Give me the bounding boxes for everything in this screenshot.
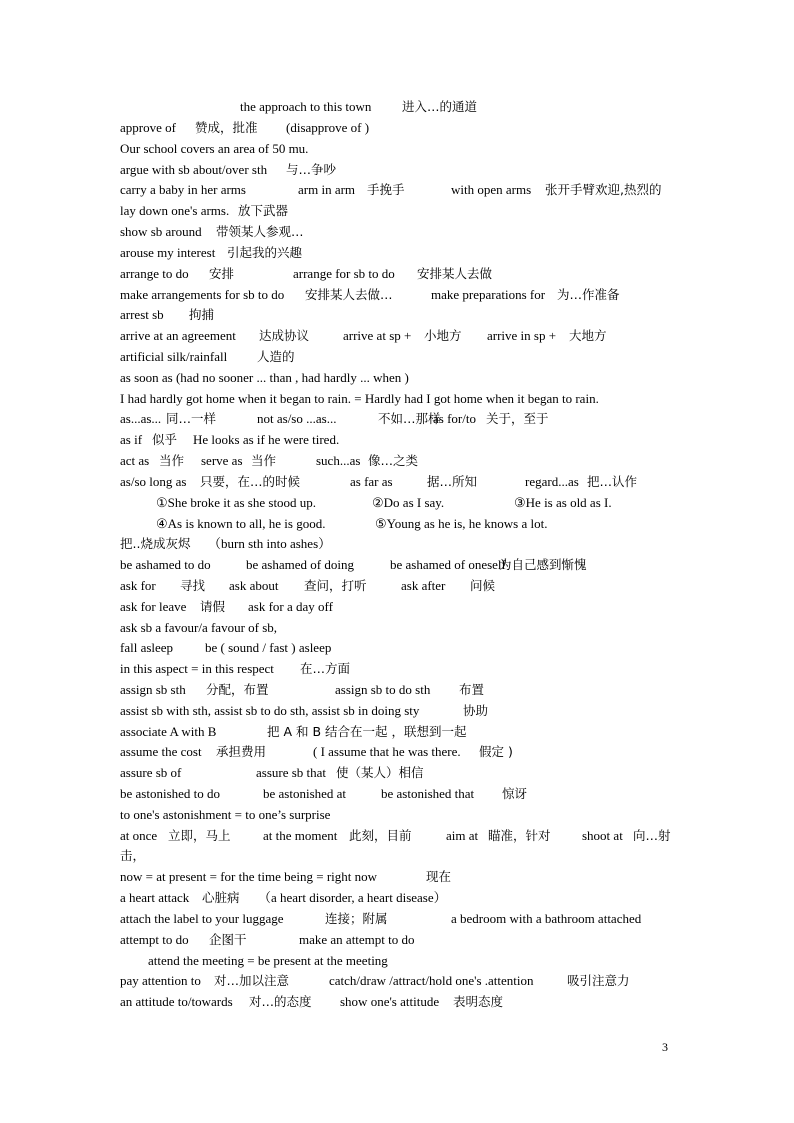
- english-phrase: assure sb that: [256, 765, 327, 780]
- english-phrase: lay down one's arms.: [120, 203, 230, 218]
- chinese-gloss: 放下武器: [238, 203, 289, 218]
- chinese-gloss: 使（某人）相信: [336, 765, 424, 780]
- chinese-gloss: 分配，布置: [206, 682, 269, 697]
- english-phrase: argue with sb about/over sth: [120, 162, 268, 177]
- english-phrase: arrive at an agreement: [120, 328, 236, 343]
- chinese-gloss: 现在: [426, 869, 452, 884]
- chinese-gloss: 手挽手: [367, 182, 405, 197]
- english-phrase: assign sb sth: [120, 682, 186, 697]
- english-phrase: ③He is as old as I.: [514, 495, 612, 510]
- chinese-gloss: 为自己感到惭愧: [499, 557, 587, 572]
- english-phrase: (disapprove of ): [286, 120, 370, 135]
- chinese-gloss: 查问，打听: [304, 578, 367, 593]
- chinese-gloss: 惊讶: [502, 786, 528, 801]
- chinese-gloss: 瞄准，针对: [488, 828, 551, 843]
- english-phrase: （a heart disorder, a heart disease）: [258, 890, 447, 905]
- english-phrase: He looks as if he were tired.: [193, 432, 340, 447]
- chinese-gloss: 此刻，目前: [349, 828, 412, 843]
- english-phrase: be astonished to do: [120, 786, 221, 801]
- chinese-gloss: 当作: [251, 453, 277, 468]
- chinese-gloss: 安排: [209, 266, 235, 281]
- chinese-gloss: 像…之类: [368, 453, 419, 468]
- chinese-gloss: 进入…的通道: [402, 99, 478, 114]
- page-number: 3: [662, 1040, 668, 1054]
- english-phrase: arrange for sb to do: [293, 266, 395, 281]
- chinese-gloss: 连接；附属: [325, 911, 388, 926]
- english-phrase: ask after: [401, 578, 446, 593]
- chinese-gloss: 请假: [200, 599, 226, 614]
- chinese-gloss: 引起我的兴趣: [227, 245, 303, 260]
- english-phrase: ask for a day off: [248, 599, 333, 614]
- english-phrase: as...as...: [120, 411, 162, 426]
- chinese-gloss: 协助: [463, 703, 489, 718]
- chinese-gloss: 大地方: [569, 328, 607, 343]
- english-phrase: be ashamed to do: [120, 557, 211, 572]
- english-phrase: at once: [120, 828, 158, 843]
- english-phrase: aim at: [446, 828, 479, 843]
- chinese-gloss: 似乎: [152, 432, 178, 447]
- chinese-gloss: 企图干: [209, 932, 247, 947]
- english-phrase: ask about: [229, 578, 279, 593]
- english-phrase: （burn sth into ashes）: [208, 536, 332, 551]
- english-phrase: associate A with B: [120, 724, 217, 739]
- english-phrase: I had hardly got home when it began to rain. = Hardly had I got home when it began to rain.: [120, 391, 599, 406]
- english-phrase: the approach to this town: [240, 99, 372, 114]
- chinese-gloss: 安排某人去做…: [305, 287, 393, 302]
- english-phrase: be ashamed of doing: [246, 557, 354, 572]
- chinese-gloss: 对…加以注意: [214, 973, 290, 988]
- chinese-gloss: 向…射: [633, 828, 671, 843]
- english-phrase: shoot at: [582, 828, 623, 843]
- english-phrase: be ( sound / fast ) asleep: [205, 640, 332, 655]
- chinese-gloss: 当作: [159, 453, 185, 468]
- chinese-gloss: 据…所知: [427, 474, 478, 489]
- english-phrase: not as/so ...as...: [257, 411, 337, 426]
- english-phrase: arm in arm: [298, 182, 356, 197]
- chinese-gloss: 张开手臂欢迎,热烈的: [545, 182, 662, 197]
- english-phrase: as if: [120, 432, 143, 447]
- english-phrase: pay attention to: [120, 973, 201, 988]
- english-phrase: make arrangements for sb to do: [120, 287, 285, 302]
- chinese-gloss: 把 A 和 B 结合在一起 ，联想到一起: [267, 724, 467, 739]
- english-phrase: at the moment: [263, 828, 338, 843]
- chinese-gloss: 心脏病: [202, 890, 240, 905]
- english-phrase: catch/draw /attract/hold one's .attention: [329, 973, 534, 988]
- english-phrase: arrest sb: [120, 307, 164, 322]
- english-phrase: assume the cost: [120, 744, 202, 759]
- chinese-gloss: 把…认作: [587, 474, 638, 489]
- chinese-gloss: 击，: [120, 848, 146, 863]
- english-phrase: a heart attack: [120, 890, 190, 905]
- chinese-gloss: 关于，至于: [486, 411, 549, 426]
- english-phrase: show sb around: [120, 224, 202, 239]
- english-phrase: an attitude to/towards: [120, 994, 233, 1009]
- english-phrase: arouse my interest: [120, 245, 216, 260]
- chinese-gloss: 不如…那样: [378, 411, 441, 426]
- chinese-gloss: 假定 ): [479, 744, 513, 759]
- english-phrase: ①She broke it as she stood up.: [156, 495, 317, 510]
- english-phrase: attach the label to your luggage: [120, 911, 284, 926]
- english-phrase: artificial silk/rainfall: [120, 349, 228, 364]
- chinese-gloss: 表明态度: [453, 994, 504, 1009]
- english-phrase: with open arms: [451, 182, 532, 197]
- english-phrase: arrange to do: [120, 266, 189, 281]
- english-phrase: attend the meeting = be present at the meeting: [148, 953, 388, 968]
- english-phrase: ④As is known to all, he is good.: [156, 516, 326, 531]
- chinese-gloss: 为…作准备: [557, 287, 620, 302]
- english-phrase: as/so long as: [120, 474, 187, 489]
- english-phrase: carry a baby in her arms: [120, 182, 246, 197]
- english-phrase: regard...as: [525, 474, 579, 489]
- english-phrase: approve of: [120, 120, 176, 135]
- chinese-gloss: 吸引注意力: [567, 973, 630, 988]
- english-phrase: as for/to: [433, 411, 476, 426]
- english-phrase: now = at present = for the time being = right now: [120, 869, 378, 884]
- english-phrase: ②Do as I say.: [372, 495, 445, 510]
- chinese-gloss: 带领某人参观…: [216, 224, 304, 239]
- chinese-gloss: 承担费用: [216, 744, 267, 759]
- english-phrase: ask for leave: [120, 599, 187, 614]
- chinese-gloss: 问候: [470, 578, 496, 593]
- chinese-gloss: 安排某人去做: [417, 266, 493, 281]
- english-phrase: a bedroom with a bathroom attached: [451, 911, 642, 926]
- english-phrase: assure sb of: [120, 765, 182, 780]
- english-phrase: ask sb a favour/a favour of sb,: [120, 620, 278, 635]
- chinese-gloss: 赞成，批准: [195, 120, 258, 135]
- english-phrase: such...as: [316, 453, 361, 468]
- english-phrase: to one's astonishment = to one’s surprise: [120, 807, 331, 822]
- chinese-gloss: 只要，在…的时候: [200, 474, 301, 489]
- english-phrase: in this aspect = in this respect: [120, 661, 274, 676]
- english-phrase: as far as: [350, 474, 393, 489]
- english-phrase: ⑤Young as he is, he knows a lot.: [375, 516, 548, 531]
- chinese-gloss: 人造的: [257, 349, 295, 364]
- english-phrase: assign sb to do sth: [335, 682, 431, 697]
- chinese-gloss: 寻找: [180, 578, 206, 593]
- english-phrase: attempt to do: [120, 932, 189, 947]
- english-phrase: assist sb with sth, assist sb to do sth, assist sb in doing sty: [120, 703, 420, 718]
- english-phrase: make an attempt to do: [299, 932, 415, 947]
- english-phrase: show one's attitude: [340, 994, 440, 1009]
- chinese-gloss: 拘捕: [189, 307, 215, 322]
- english-phrase: fall asleep: [120, 640, 174, 655]
- chinese-gloss: 同…一样: [166, 411, 217, 426]
- english-phrase: as soon as (had no sooner ... than , had hardly ... when ): [120, 370, 409, 385]
- chinese-gloss: 与…争吵: [286, 162, 337, 177]
- english-phrase: arrive in sp +: [487, 328, 557, 343]
- chinese-gloss: 布置: [459, 682, 485, 697]
- chinese-gloss: 对…的态度: [249, 994, 312, 1009]
- chinese-gloss: 在…方面: [300, 661, 351, 676]
- english-phrase: make preparations for: [431, 287, 546, 302]
- chinese-gloss: 小地方: [424, 328, 462, 343]
- english-phrase: ( I assume that he was there.: [313, 744, 461, 759]
- english-phrase: be astonished that: [381, 786, 475, 801]
- english-phrase: ask for: [120, 578, 156, 593]
- chinese-gloss: 把..烧成灰烬: [120, 536, 191, 551]
- english-phrase: Our school covers an area of 50 mu.: [120, 141, 309, 156]
- english-phrase: be astonished at: [263, 786, 347, 801]
- english-phrase: be ashamed of oneself: [390, 557, 506, 572]
- english-phrase: serve as: [201, 453, 243, 468]
- chinese-gloss: 达成协议: [259, 328, 310, 343]
- english-phrase: act as: [120, 453, 150, 468]
- chinese-gloss: 立即，马上: [168, 828, 231, 843]
- english-phrase: arrive at sp +: [343, 328, 412, 343]
